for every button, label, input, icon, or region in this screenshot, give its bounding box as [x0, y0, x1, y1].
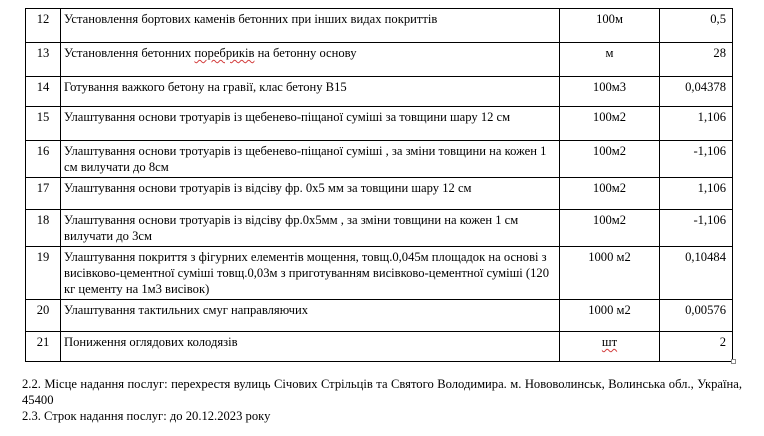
row-number-cell: 15 — [26, 107, 61, 141]
row-number-cell: 17 — [26, 178, 61, 210]
quantity-cell: 0,10484 — [660, 247, 733, 300]
row-number-cell: 21 — [26, 332, 61, 362]
row-number-cell: 12 — [26, 9, 61, 43]
work-name-cell: Улаштування основи тротуарів із щебенево-піщаної суміші за товщини шару 12 см — [61, 107, 560, 141]
table-row — [26, 210, 733, 247]
quantity-cell: 0,04378 — [660, 77, 733, 107]
works-table-wrapper — [25, 8, 732, 362]
unit-cell: 100м — [560, 9, 660, 43]
work-name-cell: Установлення бортових каменів бетонних при інших видах покриттів — [61, 9, 560, 43]
works-table-body — [26, 9, 733, 362]
table-row — [26, 178, 733, 210]
row-number-cell: 19 — [26, 247, 61, 300]
quantity-cell: 2 — [660, 332, 733, 362]
unit-cell — [560, 332, 660, 362]
work-name-cell: Улаштування основи тротуарів із щебенево-піщаної суміші , за зміни товщини на кожен 1 см вилучати до 8см — [61, 141, 560, 178]
service-term-paragraph: 2.3. Строк надання послуг: до 20.12.2023 року — [22, 409, 271, 423]
table-row — [26, 247, 733, 300]
work-name-cell: Улаштування тактильних смуг направляючих — [61, 300, 560, 332]
unit-cell: 1000 м2 — [560, 247, 660, 300]
row-number-cell: 18 — [26, 210, 61, 247]
table-row — [26, 300, 733, 332]
unit-cell: 100м2 — [560, 210, 660, 247]
service-place-paragraph: 2.2. Місце надання послуг: перехрестя вулиць Січових Стрільців та Святого Володимира. м. Нововолинськ, Волинська обл., Україна, 45400 — [22, 377, 742, 407]
table-row — [26, 332, 733, 362]
unit-cell: 1000 м2 — [560, 300, 660, 332]
quantity-cell: 28 — [660, 43, 733, 77]
quantity-cell: 0,5 — [660, 9, 733, 43]
row-number-cell: 16 — [26, 141, 61, 178]
document-footer — [22, 376, 742, 424]
table-row — [26, 141, 733, 178]
work-name-cell: Пониження оглядових колодязів — [61, 332, 560, 362]
table-resize-handle[interactable] — [731, 359, 736, 364]
table-row — [26, 9, 733, 43]
unit-cell: 100м2 — [560, 107, 660, 141]
work-name-text: Установлення бетонних — [64, 46, 195, 60]
spellcheck-word: шт — [601, 335, 618, 349]
work-name-text: на бетонну основу — [254, 46, 357, 60]
table-row — [26, 77, 733, 107]
quantity-cell: 0,00576 — [660, 300, 733, 332]
unit-cell: 100м3 — [560, 77, 660, 107]
work-name-cell: Улаштування основи тротуарів із відсіву фр. 0х5 мм за товщини шару 12 см — [61, 178, 560, 210]
row-number-cell: 13 — [26, 43, 61, 77]
spellcheck-word: поребриків — [194, 46, 255, 60]
row-number-cell: 20 — [26, 300, 61, 332]
quantity-cell: 1,106 — [660, 178, 733, 210]
quantity-cell: 1,106 — [660, 107, 733, 141]
row-number-cell: 14 — [26, 77, 61, 107]
work-name-cell — [61, 43, 560, 77]
unit-cell: 100м2 — [560, 178, 660, 210]
unit-cell: м — [560, 43, 660, 77]
work-name-cell: Готування важкого бетону на гравії, клас бетону В15 — [61, 77, 560, 107]
table-row — [26, 43, 733, 77]
work-name-cell: Улаштування основи тротуарів із відсіву фр.0х5мм , за зміни товщини на кожен 1 см вилучати до 3см — [61, 210, 560, 247]
unit-cell: 100м2 — [560, 141, 660, 178]
work-name-cell: Улаштування покриття з фігурних елементів мощення, товщ.0,045м площадок на основі з висівково-цементної суміші товщ.0,03м з приготуванням висівково-цементної суміші (120 кг цементу на 1м3 висівок) — [61, 247, 560, 300]
quantity-cell: -1,106 — [660, 141, 733, 178]
quantity-cell: -1,106 — [660, 210, 733, 247]
works-table — [25, 8, 733, 362]
table-row — [26, 107, 733, 141]
